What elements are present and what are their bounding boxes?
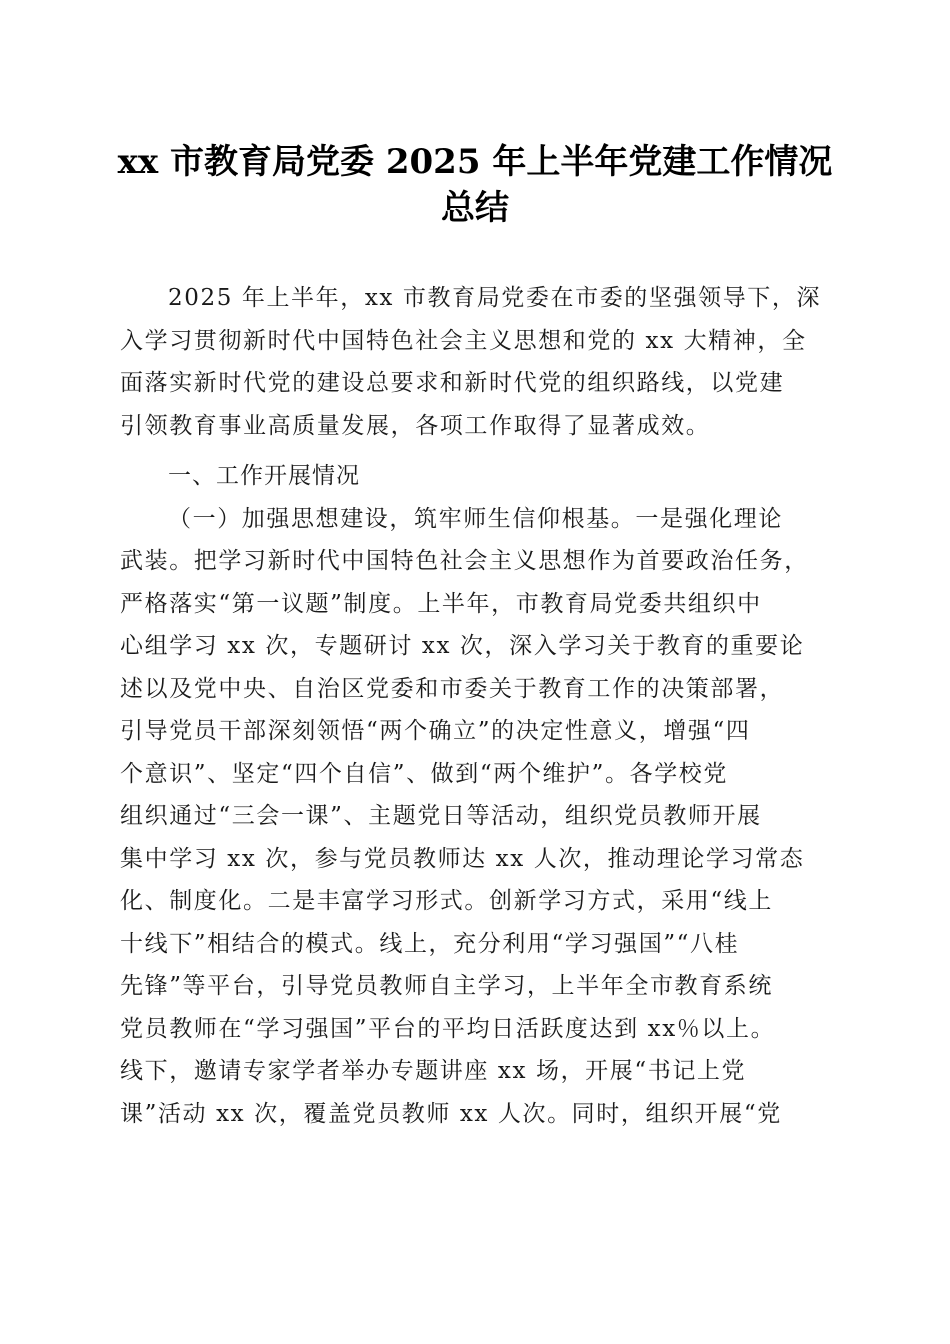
intro-paragraph — [120, 277, 840, 447]
paragraph-line: 严格落实“第一议题”制度。上半年，市教育局党委共组织中 — [120, 590, 762, 617]
document-title-line-2: 总结 — [441, 188, 509, 228]
paragraph-line: 先锋”等平台，引导党员教师自主学习，上半年全市教育系统 — [120, 973, 773, 999]
paragraph-line: 化、制度化。二是丰富学习形式。创新学习方式，采用“线上 — [120, 888, 773, 914]
paragraph-line: 个意识”、坚定“四个自信”、做到“两个维护”。各学校党 — [120, 760, 728, 787]
paragraph-line: 2025 年上半年，xx 市教育局党委在市委的坚强领导下，深 — [168, 285, 822, 311]
paragraph-line: 引导党员干部深刻领悟“两个确立”的决定性意义，增强“四 — [120, 718, 751, 744]
paragraph-line: 集中学习 xx 次，参与党员教师达 xx 人次，推动理论学习常态 — [120, 845, 805, 872]
document-title-line-1: xx 市教育局党委 2025 年上半年党建工作情况 — [117, 142, 833, 182]
paragraph-line: 课”活动 xx 次，覆盖党员教师 xx 人次。同时，组织开展“党 — [120, 1100, 782, 1127]
paragraph-line: 入学习贯彻新时代中国特色社会主义思想和党的 xx 大精神，全 — [120, 327, 807, 354]
paragraph-line: 引领教育事业高质量发展，各项工作取得了显著成效。 — [120, 412, 711, 439]
paragraph-line: 线下，邀请专家学者举办专题讲座 xx 场，开展“书记上党 — [120, 1058, 747, 1084]
section-one — [120, 455, 840, 1135]
paragraph-line: 组织通过“三会一课”、主题党日等活动，组织党员教师开展 — [120, 803, 762, 829]
section-heading: 一、工作开展情况 — [168, 463, 360, 489]
paragraph-line: 党员教师在“学习强国”平台的平均日活跃度达到 xx％以上。 — [120, 1015, 776, 1042]
paragraph-line: 述以及党中央、自治区党委和市委关于教育工作的决策部署， — [120, 675, 785, 702]
paragraph-line: 面落实新时代党的建设总要求和新时代党的组织路线，以党建 — [120, 370, 785, 396]
paragraph-line: 武装。把学习新时代中国特色社会主义思想作为首要政治任务， — [120, 548, 809, 574]
paragraph-line: （一）加强思想建设，筑牢师生信仰根基。一是强化理论 — [168, 505, 783, 532]
paragraph-line: 十线下”相结合的模式。线上，充分利用“学习强国”“八桂 — [120, 930, 740, 957]
paragraph-line: 心组学习 xx 次，专题研讨 xx 次，深入学习关于教育的重要论 — [120, 633, 805, 659]
